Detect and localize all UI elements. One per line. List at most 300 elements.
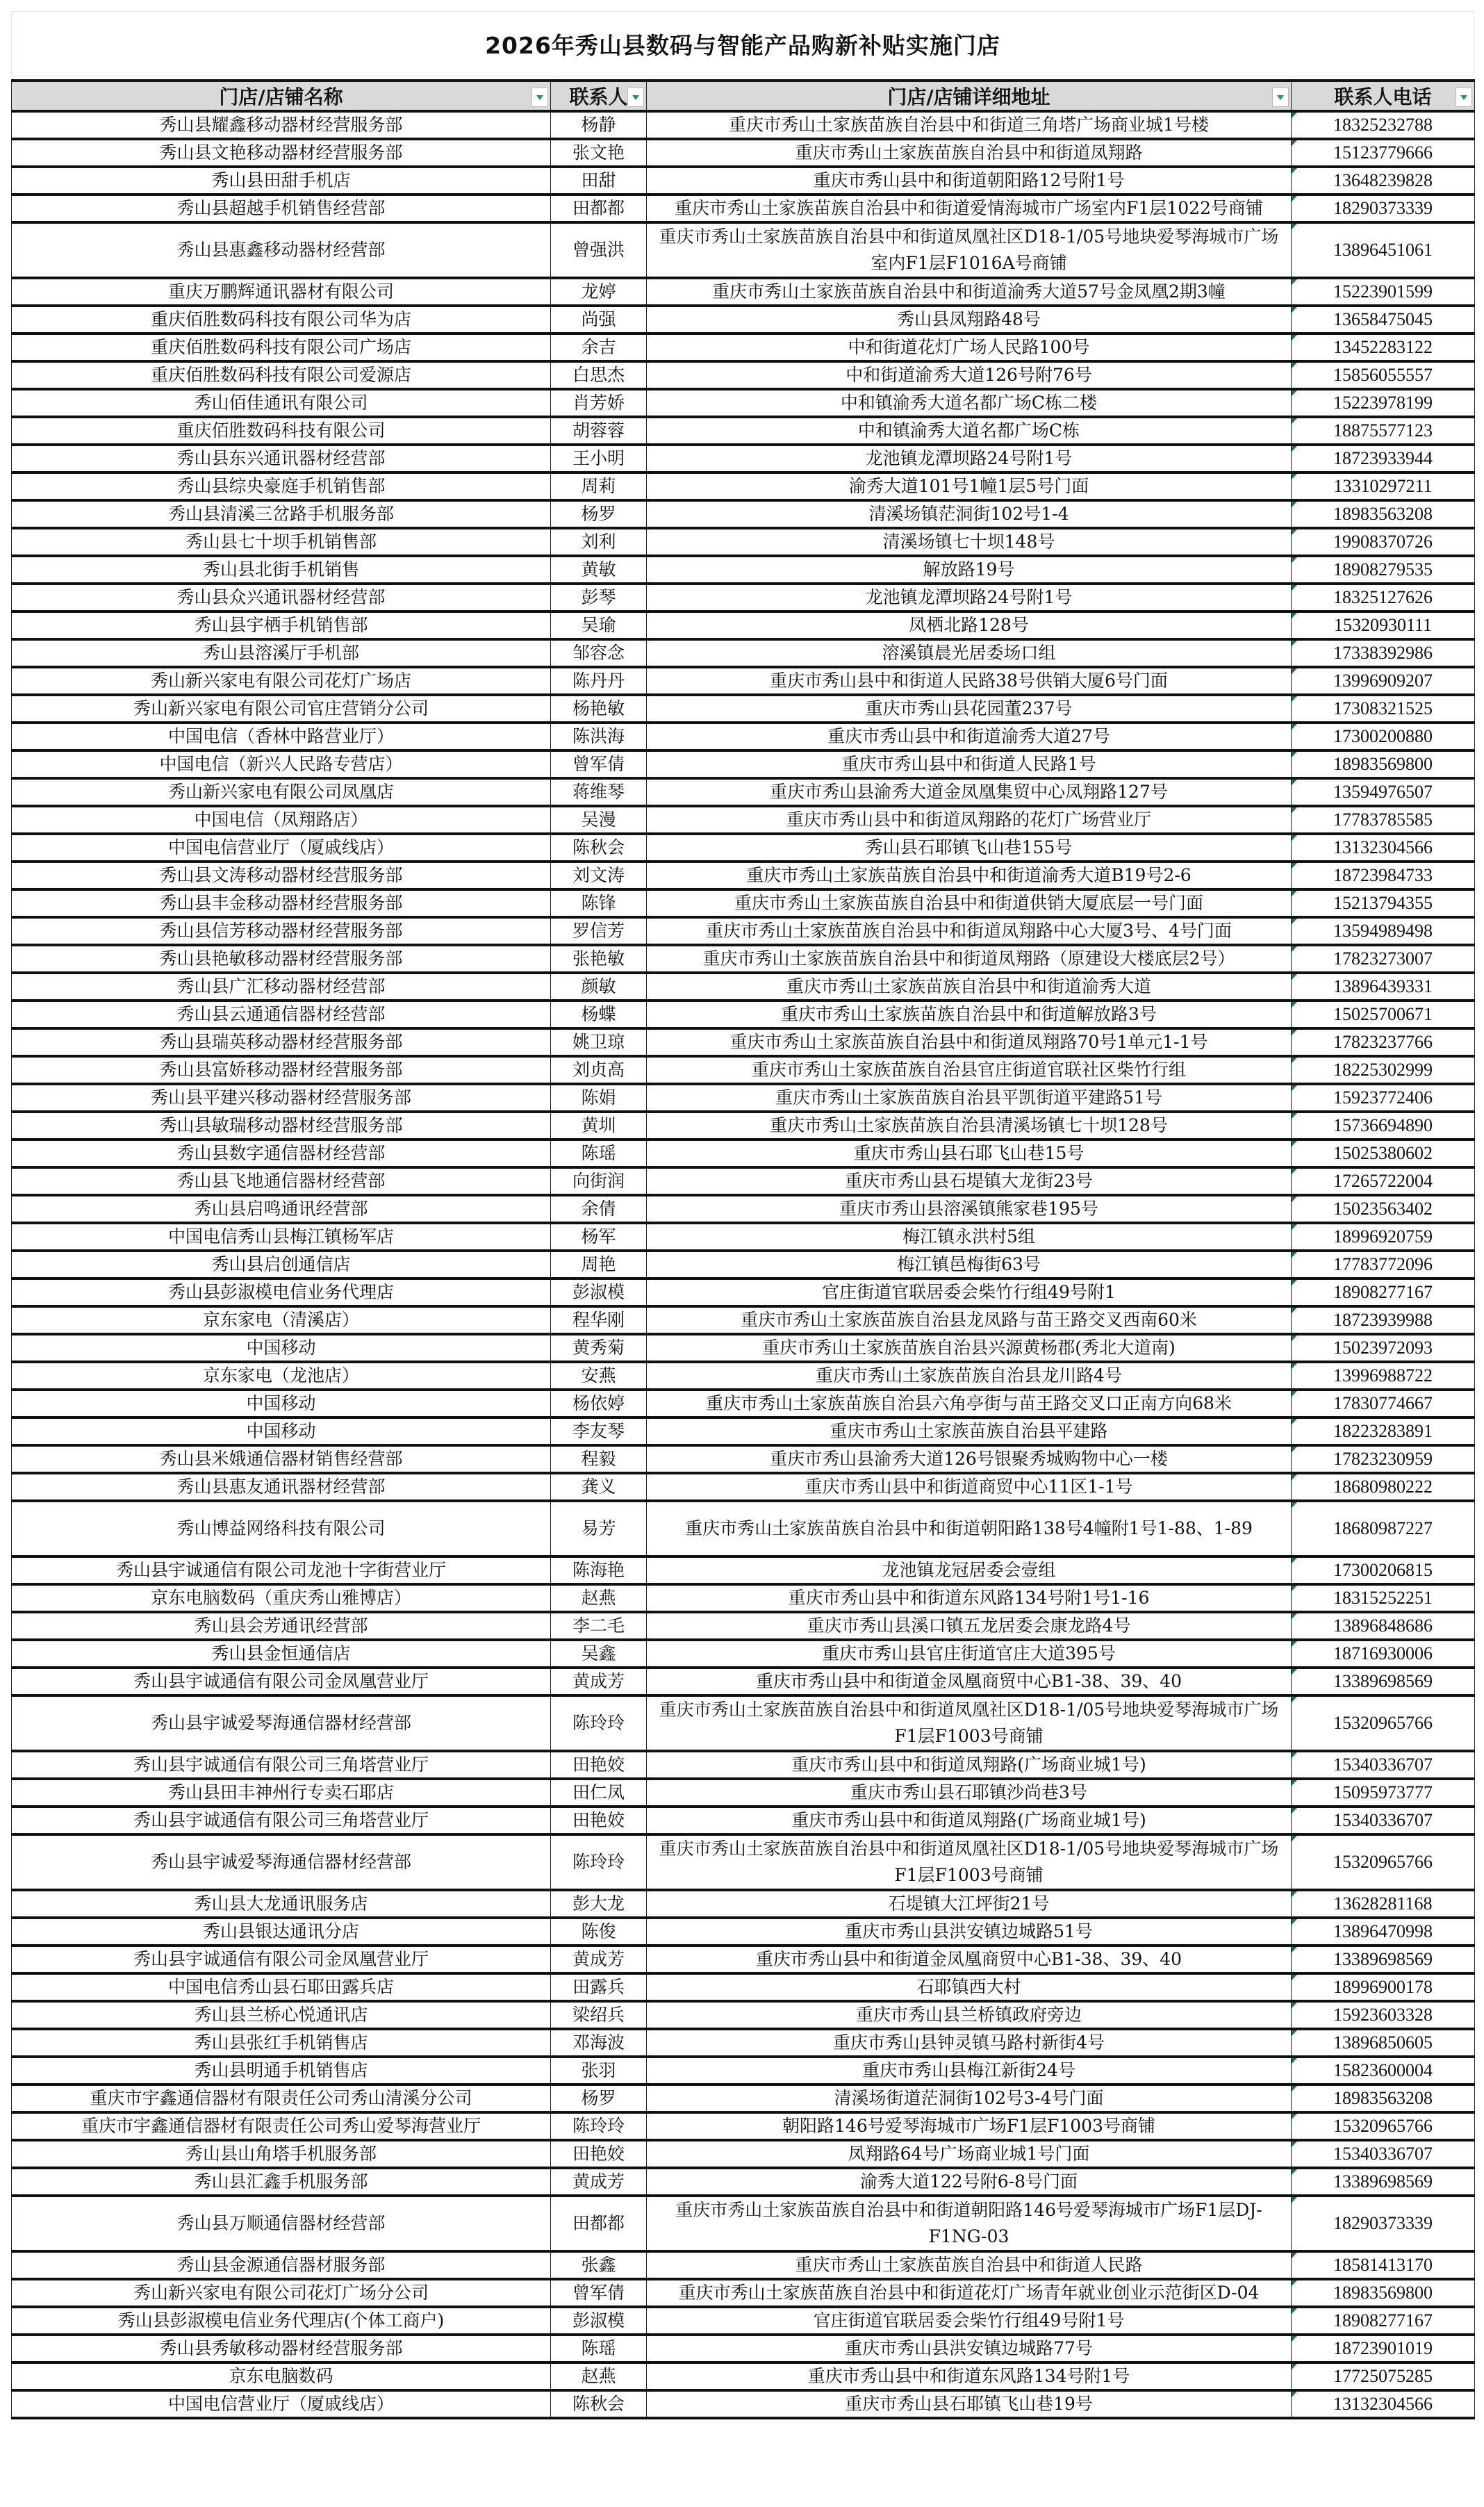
address-cell[interactable]: 重庆市秀山县中和街道人民路1号 <box>647 750 1292 778</box>
store-name-cell[interactable]: 秀山县惠鑫移动器材经营部 <box>12 222 551 278</box>
address-cell[interactable]: 重庆市秀山土家族苗族自治县中和街道花灯广场青年就业创业示范街区D-04 <box>647 2279 1292 2307</box>
store-name-cell[interactable]: 中国移动 <box>12 1417 551 1445</box>
address-cell[interactable]: 重庆市秀山土家族苗族自治县中和街道解放路3号 <box>647 1001 1292 1028</box>
store-name-cell[interactable]: 秀山博益网络科技有限公司 <box>12 1501 551 1556</box>
contact-cell[interactable]: 黄成芳 <box>551 2168 647 2196</box>
contact-cell[interactable]: 刘贞高 <box>551 1056 647 1084</box>
contact-cell[interactable]: 龚义 <box>551 1473 647 1501</box>
address-cell[interactable]: 石堤镇大江坪街21号 <box>647 1890 1292 1918</box>
store-name-cell[interactable]: 京东电脑数码 <box>12 2362 551 2390</box>
contact-cell[interactable]: 杨静 <box>551 111 647 139</box>
store-name-cell[interactable]: 秀山县宇诚通信有限公司三角塔营业厅 <box>12 1807 551 1834</box>
contact-cell[interactable]: 白思杰 <box>551 361 647 389</box>
contact-cell[interactable]: 杨艳敏 <box>551 695 647 723</box>
address-cell[interactable]: 重庆市秀山县中和街道凤翔路(广场商业城1号) <box>647 1751 1292 1779</box>
address-cell[interactable]: 梅江镇永洪村5组 <box>647 1223 1292 1251</box>
address-cell[interactable]: 重庆市秀山县中和街道金凤凰商贸中心B1-38、39、40 <box>647 1668 1292 1695</box>
contact-cell[interactable]: 赵燕 <box>551 2362 647 2390</box>
contact-cell[interactable]: 陈玲玲 <box>551 1834 647 1890</box>
phone-cell[interactable]: 15320965766 <box>1292 1695 1475 1751</box>
phone-cell[interactable]: 15023972093 <box>1292 1334 1475 1362</box>
store-name-cell[interactable]: 秀山县宇诚通信有限公司三角塔营业厅 <box>12 1751 551 1779</box>
contact-cell[interactable]: 陈娟 <box>551 1084 647 1112</box>
address-cell[interactable]: 中和街道花灯广场人民路100号 <box>647 334 1292 361</box>
phone-cell[interactable]: 18983569800 <box>1292 750 1475 778</box>
address-cell[interactable]: 解放路19号 <box>647 556 1292 584</box>
phone-cell[interactable]: 15340336707 <box>1292 1807 1475 1834</box>
address-cell[interactable]: 清溪场镇茫洞街102号1-4 <box>647 500 1292 528</box>
address-cell[interactable]: 清溪场街道茫洞街102号3-4号门面 <box>647 2085 1292 2112</box>
contact-cell[interactable]: 张文艳 <box>551 139 647 167</box>
phone-cell[interactable]: 13628281168 <box>1292 1890 1475 1918</box>
address-cell[interactable]: 重庆市秀山土家族苗族自治县中和街道供销大厦底层一号门面 <box>647 889 1292 917</box>
store-name-cell[interactable]: 秀山县兰桥心悦通讯店 <box>12 2001 551 2029</box>
phone-cell[interactable]: 15123779666 <box>1292 139 1475 167</box>
store-name-cell[interactable]: 秀山县金源通信器材服务部 <box>12 2251 551 2279</box>
phone-cell[interactable]: 18223283891 <box>1292 1417 1475 1445</box>
phone-cell[interactable]: 17308321525 <box>1292 695 1475 723</box>
store-name-cell[interactable]: 秀山县惠友通讯器材经营部 <box>12 1473 551 1501</box>
store-name-cell[interactable]: 秀山县数字通信器材经营部 <box>12 1140 551 1167</box>
address-cell[interactable]: 重庆市秀山县花园董237号 <box>647 695 1292 723</box>
store-name-cell[interactable]: 秀山县文艳移动器材经营服务部 <box>12 139 551 167</box>
store-name-cell[interactable]: 秀山县宇诚通信有限公司金凤凰营业厅 <box>12 1668 551 1695</box>
phone-cell[interactable]: 18875577123 <box>1292 417 1475 445</box>
contact-cell[interactable]: 黄成芳 <box>551 1946 647 1973</box>
phone-cell[interactable]: 13896848686 <box>1292 1612 1475 1640</box>
contact-cell[interactable]: 赵燕 <box>551 1584 647 1612</box>
address-cell[interactable]: 重庆市秀山土家族苗族自治县龙川路4号 <box>647 1362 1292 1390</box>
store-name-cell[interactable]: 秀山县清溪三岔路手机服务部 <box>12 500 551 528</box>
store-name-cell[interactable]: 秀山县米娥通信器材销售经营部 <box>12 1445 551 1473</box>
store-name-cell[interactable]: 秀山县众兴通讯器材经营部 <box>12 584 551 611</box>
address-cell[interactable]: 重庆市秀山土家族苗族自治县中和街道爱情海城市广场室内F1层1022号商铺 <box>647 195 1292 222</box>
contact-cell[interactable]: 田甜 <box>551 167 647 195</box>
address-cell[interactable]: 重庆市秀山县中和街道商贸中心11区1-1号 <box>647 1473 1292 1501</box>
phone-cell[interactable]: 18908277167 <box>1292 1279 1475 1306</box>
filter-dropdown-icon[interactable] <box>627 88 644 107</box>
contact-cell[interactable]: 田仁凤 <box>551 1779 647 1807</box>
address-cell[interactable]: 重庆市秀山土家族苗族自治县中和街道凤凰社区D18-1/05号地块爱琴海城市广场室内F1层F1016A号商铺 <box>647 222 1292 278</box>
address-cell[interactable]: 凤翔路64号广场商业城1号门面 <box>647 2140 1292 2168</box>
store-name-cell[interactable]: 秀山县秀敏移动器材经营服务部 <box>12 2335 551 2362</box>
address-cell[interactable]: 重庆市秀山土家族苗族自治县中和街道凤翔路中心大厦3号、4号门面 <box>647 917 1292 945</box>
contact-cell[interactable]: 程毅 <box>551 1445 647 1473</box>
phone-cell[interactable]: 15856055557 <box>1292 361 1475 389</box>
phone-cell[interactable]: 13896439331 <box>1292 973 1475 1001</box>
phone-cell[interactable]: 13132304566 <box>1292 2390 1475 2418</box>
phone-cell[interactable]: 17783772096 <box>1292 1251 1475 1279</box>
phone-cell[interactable]: 18983563208 <box>1292 500 1475 528</box>
phone-cell[interactable]: 13896470998 <box>1292 1918 1475 1946</box>
contact-cell[interactable]: 陈秋会 <box>551 834 647 862</box>
address-cell[interactable]: 重庆市秀山县中和街道凤翔路(广场商业城1号) <box>647 1807 1292 1834</box>
phone-cell[interactable]: 18325127626 <box>1292 584 1475 611</box>
store-name-cell[interactable]: 秀山县宇诚爱琴海通信器材经营部 <box>12 1695 551 1751</box>
store-name-cell[interactable]: 中国移动 <box>12 1390 551 1417</box>
store-name-cell[interactable]: 重庆万鹏辉通讯器材有限公司 <box>12 278 551 306</box>
store-name-cell[interactable]: 秀山县启创通信店 <box>12 1251 551 1279</box>
phone-cell[interactable]: 15223978199 <box>1292 389 1475 417</box>
store-name-cell[interactable]: 秀山县超越手机销售经营部 <box>12 195 551 222</box>
address-cell[interactable]: 中和镇渝秀大道名都广场C栋二楼 <box>647 389 1292 417</box>
address-cell[interactable]: 重庆市秀山土家族苗族自治县中和街道渝秀大道 <box>647 973 1292 1001</box>
store-name-cell[interactable]: 秀山县汇鑫手机服务部 <box>12 2168 551 2196</box>
phone-cell[interactable]: 15736694890 <box>1292 1112 1475 1140</box>
contact-cell[interactable]: 杨罗 <box>551 500 647 528</box>
phone-cell[interactable]: 19908370726 <box>1292 528 1475 556</box>
contact-cell[interactable]: 李二毛 <box>551 1612 647 1640</box>
contact-cell[interactable]: 田露兵 <box>551 1973 647 2001</box>
phone-cell[interactable]: 13996909207 <box>1292 667 1475 695</box>
address-cell[interactable]: 龙池镇龙潭坝路24号附1号 <box>647 584 1292 611</box>
address-cell[interactable]: 重庆市秀山土家族苗族自治县龙凤路与苗王路交叉西南60米 <box>647 1306 1292 1334</box>
store-name-cell[interactable]: 秀山县综央豪庭手机销售部 <box>12 472 551 500</box>
store-name-cell[interactable]: 中国电信营业厅（厦戚线店） <box>12 834 551 862</box>
phone-cell[interactable]: 18908279535 <box>1292 556 1475 584</box>
phone-cell[interactable]: 15923603328 <box>1292 2001 1475 2029</box>
contact-cell[interactable]: 张鑫 <box>551 2251 647 2279</box>
phone-cell[interactable]: 13996988722 <box>1292 1362 1475 1390</box>
contact-cell[interactable]: 余倩 <box>551 1195 647 1223</box>
contact-cell[interactable]: 陈玲玲 <box>551 1695 647 1751</box>
store-name-cell[interactable]: 秀山县东兴通讯器材经营部 <box>12 445 551 472</box>
store-name-cell[interactable]: 秀山县信芳移动器材经营服务部 <box>12 917 551 945</box>
phone-cell[interactable]: 17300200880 <box>1292 723 1475 750</box>
phone-cell[interactable]: 18723984733 <box>1292 862 1475 889</box>
phone-cell[interactable]: 18908277167 <box>1292 2307 1475 2335</box>
address-cell[interactable]: 重庆市秀山土家族苗族自治县官庄街道官联社区柴竹行组 <box>647 1056 1292 1084</box>
phone-cell[interactable]: 18716930006 <box>1292 1640 1475 1668</box>
contact-cell[interactable]: 余吉 <box>551 334 647 361</box>
address-cell[interactable]: 官庄街道官联居委会柴竹行组49号附1 <box>647 1279 1292 1306</box>
address-cell[interactable]: 重庆市秀山土家族苗族自治县平凯街道平建路51号 <box>647 1084 1292 1112</box>
contact-cell[interactable]: 刘文涛 <box>551 862 647 889</box>
contact-cell[interactable]: 黄成芳 <box>551 1668 647 1695</box>
contact-cell[interactable]: 邓海波 <box>551 2029 647 2057</box>
filter-dropdown-icon[interactable] <box>531 88 548 107</box>
store-name-cell[interactable]: 中国电信秀山县梅江镇杨军店 <box>12 1223 551 1251</box>
store-name-cell[interactable]: 重庆市宇鑫通信器材有限责任公司秀山爱琴海营业厅 <box>12 2112 551 2140</box>
phone-cell[interactable]: 15023563402 <box>1292 1195 1475 1223</box>
phone-cell[interactable]: 18680980222 <box>1292 1473 1475 1501</box>
contact-cell[interactable]: 李友琴 <box>551 1417 647 1445</box>
store-name-cell[interactable]: 重庆佰胜数码科技有限公司广场店 <box>12 334 551 361</box>
contact-cell[interactable]: 曾强洪 <box>551 222 647 278</box>
phone-cell[interactable]: 17823237766 <box>1292 1028 1475 1056</box>
contact-cell[interactable]: 田都都 <box>551 2196 647 2251</box>
phone-cell[interactable]: 13896451061 <box>1292 222 1475 278</box>
address-cell[interactable]: 中和街道渝秀大道126号附76号 <box>647 361 1292 389</box>
contact-cell[interactable]: 肖芳娇 <box>551 389 647 417</box>
address-cell[interactable]: 重庆市秀山县兰桥镇政府旁边 <box>647 2001 1292 2029</box>
contact-cell[interactable]: 田都都 <box>551 195 647 222</box>
address-cell[interactable]: 重庆市秀山土家族苗族自治县六角亭街与苗王路交叉口正南方向68米 <box>647 1390 1292 1417</box>
store-name-cell[interactable]: 秀山县宇栖手机销售部 <box>12 611 551 639</box>
phone-cell[interactable]: 13648239828 <box>1292 167 1475 195</box>
store-name-cell[interactable]: 秀山佰佳通讯有限公司 <box>12 389 551 417</box>
store-name-cell[interactable]: 秀山县山角塔手机服务部 <box>12 2140 551 2168</box>
phone-cell[interactable]: 18680987227 <box>1292 1501 1475 1556</box>
phone-cell[interactable]: 17300206815 <box>1292 1556 1475 1584</box>
contact-cell[interactable]: 杨依婷 <box>551 1390 647 1417</box>
contact-cell[interactable]: 颜敏 <box>551 973 647 1001</box>
phone-cell[interactable]: 18723939988 <box>1292 1306 1475 1334</box>
address-cell[interactable]: 渝秀大道101号1幢1层5号门面 <box>647 472 1292 500</box>
phone-cell[interactable]: 13452283122 <box>1292 334 1475 361</box>
store-name-cell[interactable]: 中国电信（香林中路营业厅） <box>12 723 551 750</box>
phone-cell[interactable]: 18723933944 <box>1292 445 1475 472</box>
contact-cell[interactable]: 梁绍兵 <box>551 2001 647 2029</box>
contact-cell[interactable]: 黄敏 <box>551 556 647 584</box>
address-cell[interactable]: 重庆市秀山县中和街道金凤凰商贸中心B1-38、39、40 <box>647 1946 1292 1973</box>
phone-cell[interactable]: 15025380602 <box>1292 1140 1475 1167</box>
phone-cell[interactable]: 13132304566 <box>1292 834 1475 862</box>
store-name-cell[interactable]: 秀山县金恒通信店 <box>12 1640 551 1668</box>
address-cell[interactable]: 重庆市秀山县中和街道凤翔路的花灯广场营业厅 <box>647 806 1292 834</box>
address-cell[interactable]: 溶溪镇晨光居委场口组 <box>647 639 1292 667</box>
contact-cell[interactable]: 周莉 <box>551 472 647 500</box>
contact-cell[interactable]: 陈丹丹 <box>551 667 647 695</box>
store-name-cell[interactable]: 秀山县万顺通信器材经营部 <box>12 2196 551 2251</box>
address-cell[interactable]: 渝秀大道122号附6-8号门面 <box>647 2168 1292 2196</box>
address-cell[interactable]: 重庆市秀山土家族苗族自治县中和街道渝秀大道B19号2-6 <box>647 862 1292 889</box>
phone-cell[interactable]: 18581413170 <box>1292 2251 1475 2279</box>
contact-cell[interactable]: 陈锋 <box>551 889 647 917</box>
store-name-cell[interactable]: 秀山县丰金移动器材经营服务部 <box>12 889 551 917</box>
contact-cell[interactable]: 吴漫 <box>551 806 647 834</box>
contact-cell[interactable]: 杨罗 <box>551 2085 647 2112</box>
address-cell[interactable]: 重庆市秀山县渝秀大道金凤凰集贸中心凤翔路127号 <box>647 778 1292 806</box>
contact-cell[interactable]: 陈秋会 <box>551 2390 647 2418</box>
phone-cell[interactable]: 18290373339 <box>1292 195 1475 222</box>
store-name-cell[interactable]: 秀山县彭淑模电信业务代理店(个体工商户) <box>12 2307 551 2335</box>
address-cell[interactable]: 梅江镇邑梅街63号 <box>647 1251 1292 1279</box>
contact-cell[interactable]: 黄圳 <box>551 1112 647 1140</box>
phone-cell[interactable]: 15340336707 <box>1292 1751 1475 1779</box>
address-cell[interactable]: 重庆市秀山县洪安镇边城路77号 <box>647 2335 1292 2362</box>
address-cell[interactable]: 重庆市秀山县梅江新街24号 <box>647 2057 1292 2085</box>
phone-cell[interactable]: 18290373339 <box>1292 2196 1475 2251</box>
phone-cell[interactable]: 18983569800 <box>1292 2279 1475 2307</box>
address-cell[interactable]: 重庆市秀山土家族苗族自治县平建路 <box>647 1417 1292 1445</box>
phone-cell[interactable]: 15320965766 <box>1292 2112 1475 2140</box>
store-name-cell[interactable]: 秀山县七十坝手机销售部 <box>12 528 551 556</box>
store-name-cell[interactable]: 中国电信营业厅（厦戚线店） <box>12 2390 551 2418</box>
store-name-cell[interactable]: 秀山县耀鑫移动器材经营服务部 <box>12 111 551 139</box>
address-cell[interactable]: 清溪场镇七十坝148号 <box>647 528 1292 556</box>
contact-cell[interactable]: 蒋维琴 <box>551 778 647 806</box>
store-name-cell[interactable]: 秀山县平建兴移动器材经营服务部 <box>12 1084 551 1112</box>
contact-cell[interactable]: 吴鑫 <box>551 1640 647 1668</box>
address-cell[interactable]: 中和镇渝秀大道名都广场C栋 <box>647 417 1292 445</box>
phone-cell[interactable]: 18983563208 <box>1292 2085 1475 2112</box>
address-cell[interactable]: 重庆市秀山县官庄街道官庄大道395号 <box>647 1640 1292 1668</box>
address-cell[interactable]: 重庆市秀山土家族苗族自治县兴源黄杨郡(秀北大道南) <box>647 1334 1292 1362</box>
store-name-cell[interactable]: 秀山县宇诚爱琴海通信器材经营部 <box>12 1834 551 1890</box>
contact-cell[interactable]: 姚卫琼 <box>551 1028 647 1056</box>
store-name-cell[interactable]: 京东家电（清溪店） <box>12 1306 551 1334</box>
contact-cell[interactable]: 易芳 <box>551 1501 647 1556</box>
address-cell[interactable]: 官庄街道官联居委会柴竹行组49号附1号 <box>647 2307 1292 2335</box>
store-name-cell[interactable]: 秀山县艳敏移动器材经营服务部 <box>12 945 551 973</box>
phone-cell[interactable]: 15025700671 <box>1292 1001 1475 1028</box>
store-name-cell[interactable]: 秀山县明通手机销售店 <box>12 2057 551 2085</box>
store-name-cell[interactable]: 秀山县敏瑞移动器材经营服务部 <box>12 1112 551 1140</box>
phone-cell[interactable]: 18996900178 <box>1292 1973 1475 2001</box>
address-cell[interactable]: 重庆市秀山县石堤镇大龙街23号 <box>647 1167 1292 1195</box>
phone-cell[interactable]: 17823273007 <box>1292 945 1475 973</box>
contact-cell[interactable]: 邹容念 <box>551 639 647 667</box>
address-cell[interactable]: 重庆市秀山土家族苗族自治县中和街道朝阳路138号4幢附1号1-88、1-89 <box>647 1501 1292 1556</box>
phone-cell[interactable]: 13658475045 <box>1292 306 1475 334</box>
address-cell[interactable]: 秀山县石耶镇飞山巷155号 <box>647 834 1292 862</box>
phone-cell[interactable]: 18723901019 <box>1292 2335 1475 2362</box>
store-name-cell[interactable]: 秀山县溶溪厅手机部 <box>12 639 551 667</box>
phone-cell[interactable]: 17338392986 <box>1292 639 1475 667</box>
contact-cell[interactable]: 刘利 <box>551 528 647 556</box>
store-name-cell[interactable]: 秀山县云通通信器材经营部 <box>12 1001 551 1028</box>
phone-cell[interactable]: 13594989498 <box>1292 917 1475 945</box>
phone-cell[interactable]: 13389698569 <box>1292 1668 1475 1695</box>
store-name-cell[interactable]: 秀山县宇诚通信有限公司龙池十字街营业厅 <box>12 1556 551 1584</box>
store-name-cell[interactable]: 秀山县田丰神州行专卖石耶店 <box>12 1779 551 1807</box>
contact-cell[interactable]: 曾军倩 <box>551 2279 647 2307</box>
contact-cell[interactable]: 程华刚 <box>551 1306 647 1334</box>
contact-cell[interactable]: 杨军 <box>551 1223 647 1251</box>
address-cell[interactable]: 重庆市秀山土家族苗族自治县中和街道人民路 <box>647 2251 1292 2279</box>
phone-cell[interactable]: 15823600004 <box>1292 2057 1475 2085</box>
filter-dropdown-icon[interactable] <box>1272 88 1289 107</box>
store-name-cell[interactable]: 秀山县银达通讯分店 <box>12 1918 551 1946</box>
store-name-cell[interactable]: 中国电信（新兴人民路专营店） <box>12 750 551 778</box>
address-cell[interactable]: 重庆市秀山土家族苗族自治县中和街道凤翔路（原建设大楼底层2号） <box>647 945 1292 973</box>
store-name-cell[interactable]: 秀山县瑞英移动器材经营服务部 <box>12 1028 551 1056</box>
contact-cell[interactable]: 尚强 <box>551 306 647 334</box>
contact-cell[interactable]: 彭琴 <box>551 584 647 611</box>
phone-cell[interactable]: 17265722004 <box>1292 1167 1475 1195</box>
address-cell[interactable]: 凤栖北路128号 <box>647 611 1292 639</box>
address-cell[interactable]: 重庆市秀山土家族苗族自治县中和街道渝秀大道57号金凤凰2期3幢 <box>647 278 1292 306</box>
address-cell[interactable]: 重庆市秀山土家族苗族自治县中和街道朝阳路146号爱琴海城市广场F1层DJ-F1NG-03 <box>647 2196 1292 2251</box>
store-name-cell[interactable]: 秀山县张红手机销售店 <box>12 2029 551 2057</box>
contact-cell[interactable]: 周艳 <box>551 1251 647 1279</box>
address-cell[interactable]: 重庆市秀山土家族苗族自治县中和街道凤翔路70号1单元1-1号 <box>647 1028 1292 1056</box>
address-cell[interactable]: 重庆市秀山土家族苗族自治县中和街道凤凰社区D18-1/05号地块爱琴海城市广场F1层F1003号商铺 <box>647 1695 1292 1751</box>
contact-cell[interactable]: 陈海艳 <box>551 1556 647 1584</box>
address-cell[interactable]: 重庆市秀山县钟灵镇马路村新街4号 <box>647 2029 1292 2057</box>
contact-cell[interactable]: 彭淑模 <box>551 2307 647 2335</box>
contact-cell[interactable]: 田艳姣 <box>551 1807 647 1834</box>
contact-cell[interactable]: 陈洪海 <box>551 723 647 750</box>
phone-cell[interactable]: 15320965766 <box>1292 1834 1475 1890</box>
contact-cell[interactable]: 陈瑶 <box>551 2335 647 2362</box>
store-name-cell[interactable]: 秀山新兴家电有限公司官庄营销分公司 <box>12 695 551 723</box>
store-name-cell[interactable]: 重庆佰胜数码科技有限公司 <box>12 417 551 445</box>
address-cell[interactable]: 重庆市秀山县溪口镇五龙居委会康龙路4号 <box>647 1612 1292 1640</box>
phone-cell[interactable]: 17725075285 <box>1292 2362 1475 2390</box>
store-name-cell[interactable]: 秀山县文涛移动器材经营服务部 <box>12 862 551 889</box>
address-cell[interactable]: 重庆市秀山县石耶镇沙尚巷3号 <box>647 1779 1292 1807</box>
address-cell[interactable]: 重庆市秀山县中和街道人民路38号供销大厦6号门面 <box>647 667 1292 695</box>
contact-cell[interactable]: 陈俊 <box>551 1918 647 1946</box>
address-cell[interactable]: 重庆市秀山县石耶镇飞山巷19号 <box>647 2390 1292 2418</box>
contact-cell[interactable]: 王小明 <box>551 445 647 472</box>
contact-cell[interactable]: 胡蓉蓉 <box>551 417 647 445</box>
store-name-cell[interactable]: 秀山新兴家电有限公司花灯广场店 <box>12 667 551 695</box>
phone-cell[interactable]: 17830774667 <box>1292 1390 1475 1417</box>
address-cell[interactable]: 石耶镇西大村 <box>647 1973 1292 2001</box>
store-name-cell[interactable]: 重庆市宇鑫通信器材有限责任公司秀山清溪分公司 <box>12 2085 551 2112</box>
store-name-cell[interactable]: 秀山新兴家电有限公司花灯广场分公司 <box>12 2279 551 2307</box>
address-cell[interactable]: 龙池镇龙潭坝路24号附1号 <box>647 445 1292 472</box>
store-name-cell[interactable]: 秀山县田甜手机店 <box>12 167 551 195</box>
phone-cell[interactable]: 13896850605 <box>1292 2029 1475 2057</box>
store-name-cell[interactable]: 秀山县彭淑模电信业务代理店 <box>12 1279 551 1306</box>
contact-cell[interactable]: 罗信芳 <box>551 917 647 945</box>
phone-cell[interactable]: 18996920759 <box>1292 1223 1475 1251</box>
store-name-cell[interactable]: 京东家电（龙池店） <box>12 1362 551 1390</box>
store-name-cell[interactable]: 秀山县广汇移动器材经营部 <box>12 973 551 1001</box>
phone-cell[interactable]: 15320930111 <box>1292 611 1475 639</box>
address-cell[interactable]: 朝阳路146号爱琴海城市广场F1层F1003号商铺 <box>647 2112 1292 2140</box>
phone-cell[interactable]: 18325232788 <box>1292 111 1475 139</box>
address-cell[interactable]: 重庆市秀山土家族苗族自治县中和街道凤凰社区D18-1/05号地块爱琴海城市广场F1层F1003号商铺 <box>647 1834 1292 1890</box>
contact-cell[interactable]: 安燕 <box>551 1362 647 1390</box>
address-cell[interactable]: 秀山县凤翔路48号 <box>647 306 1292 334</box>
store-name-cell[interactable]: 京东电脑数码（重庆秀山雅博店） <box>12 1584 551 1612</box>
address-cell[interactable]: 重庆市秀山县溶溪镇熊家巷195号 <box>647 1195 1292 1223</box>
address-cell[interactable]: 重庆市秀山县中和街道朝阳路12号附1号 <box>647 167 1292 195</box>
store-name-cell[interactable]: 重庆佰胜数码科技有限公司爱源店 <box>12 361 551 389</box>
phone-cell[interactable]: 15340336707 <box>1292 2140 1475 2168</box>
address-cell[interactable]: 重庆市秀山县中和街道东风路134号附1号1-16 <box>647 1584 1292 1612</box>
contact-cell[interactable]: 曾军倩 <box>551 750 647 778</box>
contact-cell[interactable]: 杨蝶 <box>551 1001 647 1028</box>
store-name-cell[interactable]: 秀山县启鸣通讯经营部 <box>12 1195 551 1223</box>
phone-cell[interactable]: 15213794355 <box>1292 889 1475 917</box>
store-name-cell[interactable]: 重庆佰胜数码科技有限公司华为店 <box>12 306 551 334</box>
store-name-cell[interactable]: 中国移动 <box>12 1334 551 1362</box>
contact-cell[interactable]: 张艳敏 <box>551 945 647 973</box>
address-cell[interactable]: 重庆市秀山县中和街道东风路134号附1号 <box>647 2362 1292 2390</box>
phone-cell[interactable]: 17823230959 <box>1292 1445 1475 1473</box>
phone-cell[interactable]: 13310297211 <box>1292 472 1475 500</box>
store-name-cell[interactable]: 秀山县大龙通讯服务店 <box>12 1890 551 1918</box>
phone-cell[interactable]: 13389698569 <box>1292 1946 1475 1973</box>
phone-cell[interactable]: 15095973777 <box>1292 1779 1475 1807</box>
phone-cell[interactable]: 15923772406 <box>1292 1084 1475 1112</box>
contact-cell[interactable]: 龙婷 <box>551 278 647 306</box>
contact-cell[interactable]: 陈瑶 <box>551 1140 647 1167</box>
store-name-cell[interactable]: 秀山县富娇移动器材经营服务部 <box>12 1056 551 1084</box>
phone-cell[interactable]: 18225302999 <box>1292 1056 1475 1084</box>
contact-cell[interactable]: 田艳姣 <box>551 2140 647 2168</box>
address-cell[interactable]: 重庆市秀山县洪安镇边城路51号 <box>647 1918 1292 1946</box>
store-name-cell[interactable]: 秀山县会芳通讯经营部 <box>12 1612 551 1640</box>
contact-cell[interactable]: 彭大龙 <box>551 1890 647 1918</box>
store-name-cell[interactable]: 秀山县北街手机销售 <box>12 556 551 584</box>
phone-cell[interactable]: 17783785585 <box>1292 806 1475 834</box>
store-name-cell[interactable]: 秀山县飞地通信器材经营部 <box>12 1167 551 1195</box>
contact-cell[interactable]: 向街润 <box>551 1167 647 1195</box>
store-name-cell[interactable]: 秀山新兴家电有限公司凤凰店 <box>12 778 551 806</box>
store-name-cell[interactable]: 中国电信（凤翔路店） <box>12 806 551 834</box>
contact-cell[interactable]: 黄秀菊 <box>551 1334 647 1362</box>
phone-cell[interactable]: 13389698569 <box>1292 2168 1475 2196</box>
address-cell[interactable]: 重庆市秀山土家族苗族自治县清溪场镇七十坝128号 <box>647 1112 1292 1140</box>
contact-cell[interactable]: 陈玲玲 <box>551 2112 647 2140</box>
